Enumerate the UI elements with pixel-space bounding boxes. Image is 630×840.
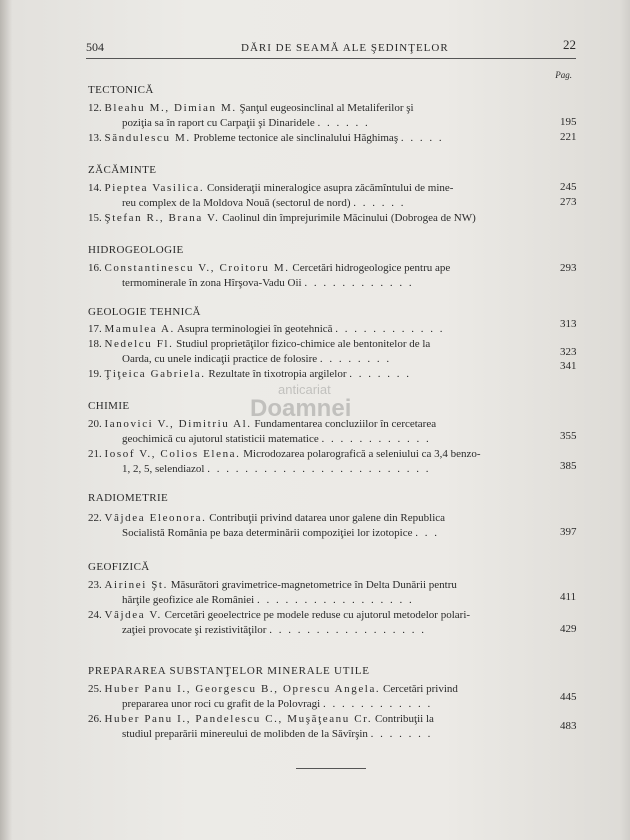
entry-title: Contribuţii la: [374, 713, 434, 725]
toc-entry: [88, 682, 548, 712]
page-column-label: Pag.: [555, 70, 572, 80]
entry-page: 273: [560, 196, 577, 208]
entry-number: 20.: [88, 418, 102, 430]
watermark-line1: anticariat: [278, 382, 331, 397]
entry-title: Studiul proprietăţilor fizico-chimice ale bentonitelor de la: [176, 338, 431, 350]
entry-title-cont: 1, 2, 5, selendiazol . . . . . . . . . . . . . . . . . . . . . . . .: [122, 463, 431, 475]
entry-number: 15.: [88, 212, 102, 224]
entry-authors: Pieptea Vasilica.: [104, 182, 205, 194]
toc-entry: [88, 337, 548, 367]
entry-title-cont: Oarda, cu unele indicaţii practice de folosire . . . . . . . .: [122, 353, 392, 365]
entry-title-cont: zaţiei provocate şi rezistivităţilor . . . . . . . . . . . . . . . . .: [122, 624, 426, 636]
watermark-line2: Doamnei: [250, 395, 352, 422]
entry-title: Contribuţii privind datarea unor galene din Republica: [209, 512, 446, 524]
entry-number: 14.: [88, 182, 102, 194]
entry-title-cont: poziţia sa în raport cu Carpaţii şi Dinaridele . . . . . .: [122, 117, 370, 129]
entry-page: 355: [560, 430, 577, 442]
entry-number: 16.: [88, 262, 102, 274]
entry-title-cont: studiul preparării minereului de molibden de la Săvîrşin . . . . . . .: [122, 728, 433, 740]
entry-authors: Vâjdea Eleonora.: [104, 512, 207, 524]
entry-page: 293: [560, 262, 577, 274]
entry-title-cont: Socialistă România pe baza determinării compoziţiei lor izotopice . . .: [122, 527, 439, 539]
entry-page: 385: [560, 460, 577, 472]
section-title-geologie-tehnica: GEOLOGIE TEHNICĂ: [88, 306, 201, 318]
toc-entry: 13. Săndulescu M. Probleme tectonice ale sinclinalului Hăghimaş . . . . .: [88, 132, 444, 144]
entry-number: 13.: [88, 132, 102, 144]
section-title-radiometrie: RADIOMETRIE: [88, 492, 169, 504]
page-number: 504: [86, 40, 104, 54]
entry-page: 221: [560, 131, 577, 143]
entry-authors: Airinei Şt.: [104, 579, 168, 591]
entry-title: Asupra terminologiei în geotehnică: [177, 323, 333, 335]
book-spine-shadow: [0, 0, 12, 840]
entry-page: 483: [560, 720, 577, 732]
entry-number: 19.: [88, 368, 102, 380]
section-title-tectonica: TECTONICĂ: [88, 84, 154, 96]
toc-entry: [88, 712, 548, 742]
entry-authors: Ţiţeica Gabriela.: [104, 368, 206, 380]
entry-page: 245: [560, 181, 577, 193]
entry-number: 12.: [88, 102, 102, 114]
entry-title-cont: geochimică cu ajutorul statisticii matematice . . . . . . . . . . . .: [122, 433, 431, 445]
section-title-zacaminte: ZĂCĂMINTE: [88, 164, 157, 176]
section-title-hidrogeologie: HIDROGEOLOGIE: [88, 244, 184, 256]
entry-authors: Mamulea A.: [104, 323, 175, 335]
volume-number: 22: [563, 37, 576, 52]
entry-page: 429: [560, 623, 577, 635]
entry-title: Probleme tectonice ale sinclinalului Hăghimaş: [193, 132, 399, 144]
toc-entry: [88, 417, 548, 447]
entry-authors: Iosof V., Colios Elena.: [104, 448, 241, 460]
entry-title: Cercetări privind: [383, 683, 458, 695]
toc-entry: [88, 578, 548, 608]
entry-title: Cercetări hidrogeologice pentru ape: [292, 262, 451, 274]
toc-entry: [88, 101, 548, 131]
toc-entry: [88, 608, 548, 638]
section-title-chimie: CHIMIE: [88, 400, 130, 412]
toc-entry: [88, 511, 548, 541]
entry-page: 195: [560, 116, 577, 128]
section-title-prepararea: PREPARAREA SUBSTANŢELOR MINERALE UTILE: [88, 665, 370, 677]
toc-entry: 17. Mamulea A. Asupra terminologiei în geotehnică . . . . . . . . . . . .: [88, 323, 445, 335]
entry-number: 26.: [88, 713, 102, 725]
entry-title-cont: hărţile geofizice ale României . . . . . . . . . . . . . . . . .: [122, 594, 414, 606]
entry-number: 24.: [88, 609, 102, 621]
entry-title: Cercetări geoelectrice pe modele reduse cu ajutorul metodelor polari-: [164, 609, 471, 621]
section-title-geofizica: GEOFIZICĂ: [88, 561, 150, 573]
toc-entry: [88, 261, 548, 291]
entry-page: 323: [560, 346, 577, 358]
entry-page: 445: [560, 691, 577, 703]
entry-title: Fundamentarea concluziilor în cercetarea: [254, 418, 437, 430]
entry-authors: Vâjdea V.: [104, 609, 162, 621]
entry-number: 23.: [88, 579, 102, 591]
entry-title: Şanţul eugeosinclinal al Metaliferilor şi: [239, 102, 414, 114]
entry-title-cont: reu complex de la Moldova Nouă (sectorul de nord) . . . . . .: [122, 197, 406, 209]
entry-number: 25.: [88, 683, 102, 695]
page-edge-shadow: [620, 0, 630, 840]
entry-title: Microdozarea polarografică a seleniului ca 3,4 benzo-: [243, 448, 481, 460]
end-divider: [296, 768, 366, 769]
toc-entry: 19. Ţiţeica Gabriela. Rezultate în tixotropia argilelor . . . . . . .: [88, 368, 412, 380]
page-header: [86, 34, 576, 59]
toc-entry: [88, 181, 548, 211]
toc-entry: [88, 211, 548, 226]
entry-authors: Ianovici V., Dimitriu Al.: [104, 418, 252, 430]
entry-authors: Ştefan R., Brana V.: [104, 212, 220, 224]
entry-page: 411: [560, 591, 577, 603]
toc-entry: [88, 447, 548, 477]
entry-page: 397: [560, 526, 577, 538]
entry-title: Măsurători gravimetrice-magnetometrice în Delta Dunării pentru: [170, 579, 457, 591]
entry-number: 17.: [88, 323, 102, 335]
entry-page: 313: [560, 318, 577, 330]
entry-title-cont: termominerale în zona Hîrşova-Vadu Oii . . . . . . . . . . . .: [122, 277, 414, 289]
entry-title: Consideraţii mineralogice asupra zăcămîntului de mine-: [206, 182, 454, 194]
entry-number: 21.: [88, 448, 102, 460]
entry-authors: Constantinescu V., Croitoru M.: [104, 262, 290, 274]
entry-number: 18.: [88, 338, 102, 350]
entry-authors: Huber Panu I., Pandelescu C., Muşăţeanu Cr.: [104, 713, 373, 725]
entry-authors: Nedelcu Fl.: [104, 338, 174, 350]
entry-authors: Săndulescu M.: [104, 132, 191, 144]
entry-authors: Huber Panu I., Georgescu B., Oprescu Angela.: [104, 683, 381, 695]
entry-authors: Bleahu M., Dimian M.: [104, 102, 237, 114]
entry-page: 341: [560, 360, 577, 372]
entry-title-cont: prepararea unor roci cu grafit de la Polovragi . . . . . . . . . . . .: [122, 698, 433, 710]
entry-title: Rezultate în tixotropia argilelor: [208, 368, 347, 380]
entry-number: 22.: [88, 512, 102, 524]
entry-title: Caolinul din împrejurimile Măcinului (Dobrogea de NW): [222, 212, 476, 224]
running-title: DĂRI DE SEAMĂ ALE ŞEDINŢELOR: [241, 42, 449, 54]
